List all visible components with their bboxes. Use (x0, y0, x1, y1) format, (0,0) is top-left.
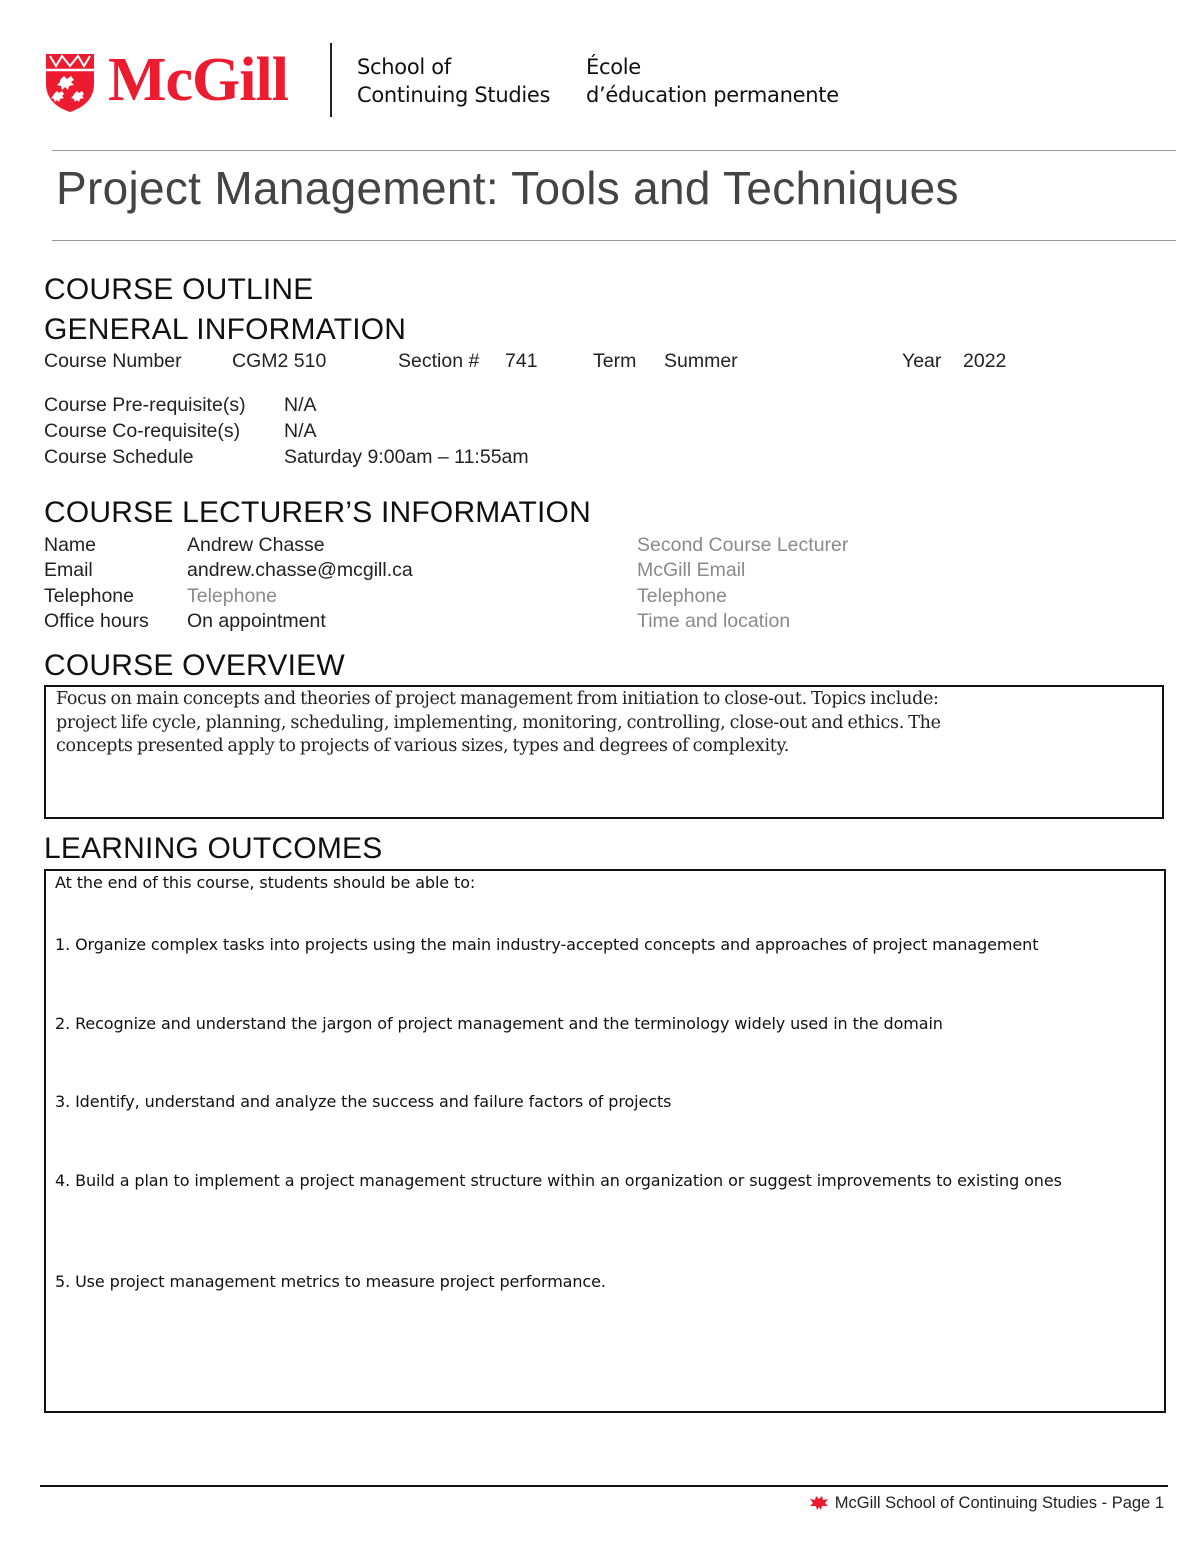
general-information-heading: GENERAL INFORMATION (44, 313, 407, 346)
outcome-number: 2. (55, 1014, 71, 1033)
second-lecturer-office-hours: Time and location (637, 610, 791, 632)
outcome-item (55, 1012, 943, 1036)
mcgill-crest-icon (42, 50, 98, 114)
overview-line-2: project life cycle, planning, scheduling, implementing, monitoring, controlling, close-out and ethics. The (56, 712, 941, 733)
outcome-number: 5. (55, 1272, 71, 1291)
outcome-number: 4. (55, 1171, 71, 1190)
footer-text: McGill School of Continuing Studies - Page 1 (834, 1494, 1164, 1512)
outcome-item (55, 1270, 606, 1294)
outcome-item (55, 933, 1038, 957)
year-label: Year (902, 350, 942, 372)
outcome-text: Build a plan to implement a project management structure within an organization or suggest improvements to existing ones (70, 1171, 1062, 1190)
term-label: Term (593, 350, 637, 372)
prereq-label: Course Pre-requisite(s) (44, 394, 246, 416)
outcomes-heading: LEARNING OUTCOMES (44, 832, 383, 865)
outcome-text: Identify, understand and analyze the success and failure factors of projects (70, 1092, 672, 1111)
outcome-number: 1. (55, 935, 71, 954)
second-lecturer-telephone: Telephone (637, 585, 727, 607)
school-en-line2: Continuing Studies (357, 83, 551, 107)
overview-box (44, 685, 1164, 819)
logo-divider (330, 43, 332, 117)
name-value: Andrew Chasse (187, 534, 325, 556)
schedule-label: Course Schedule (44, 446, 194, 468)
school-fr-line2: d’éducation permanente (586, 83, 839, 107)
section-label: Section # (398, 350, 480, 372)
lecturer-heading: COURSE LECTURER’S INFORMATION (44, 496, 591, 529)
term-value: Summer (664, 350, 738, 372)
course-outline-heading: COURSE OUTLINE (44, 273, 314, 306)
outcomes-intro: At the end of this course, students should be able to: (55, 873, 476, 892)
mcgill-logo-text: McGill (108, 46, 288, 114)
email-value: andrew.chasse@mcgill.ca (187, 559, 413, 581)
overview-heading: COURSE OVERVIEW (44, 649, 345, 682)
course-number-value: CGM2 510 (232, 350, 327, 372)
outcome-text: Organize complex tasks into projects using the main industry-accepted concepts and approaches of project management (70, 935, 1039, 954)
footer (809, 1492, 1164, 1517)
overview-line-1: Focus on main concepts and theories of project management from initiation to close-out. Topics include: (56, 689, 939, 709)
outcome-number: 3. (55, 1092, 71, 1111)
year-value: 2022 (963, 350, 1007, 372)
course-number-label: Course Number (44, 350, 182, 372)
telephone-value: Telephone (187, 585, 277, 607)
office-hours-value: On appointment (187, 610, 326, 632)
overview-line-3: concepts presented apply to projects of various sizes, types and degrees of complexity. (56, 736, 790, 756)
prereq-value: N/A (284, 394, 317, 416)
footer-rule (40, 1485, 1168, 1487)
title-top-rule (52, 150, 1176, 151)
coreq-label: Course Co-requisite(s) (44, 420, 241, 442)
outcome-text: Use project management metrics to measure project performance. (70, 1272, 606, 1291)
school-fr-line1: École (586, 55, 641, 79)
document-title: Project Management: Tools and Techniques (56, 162, 959, 214)
second-lecturer-name: Second Course Lecturer (637, 534, 849, 556)
maple-leaf-icon (809, 1495, 829, 1517)
email-label: Email (44, 559, 93, 581)
second-lecturer-email: McGill Email (637, 559, 746, 581)
outcome-text: Recognize and understand the jargon of project management and the terminology widely used in the domain (70, 1014, 943, 1033)
outcome-item (55, 1169, 1150, 1193)
outcome-item (55, 1090, 671, 1114)
telephone-label: Telephone (44, 585, 134, 607)
section-value: 741 (505, 350, 538, 372)
title-bottom-rule (52, 240, 1176, 241)
name-label: Name (44, 534, 97, 556)
school-en-line1: School of (357, 55, 451, 79)
coreq-value: N/A (284, 420, 317, 442)
office-hours-label: Office hours (44, 610, 149, 632)
schedule-value: Saturday 9:00am – 11:55am (284, 446, 529, 468)
